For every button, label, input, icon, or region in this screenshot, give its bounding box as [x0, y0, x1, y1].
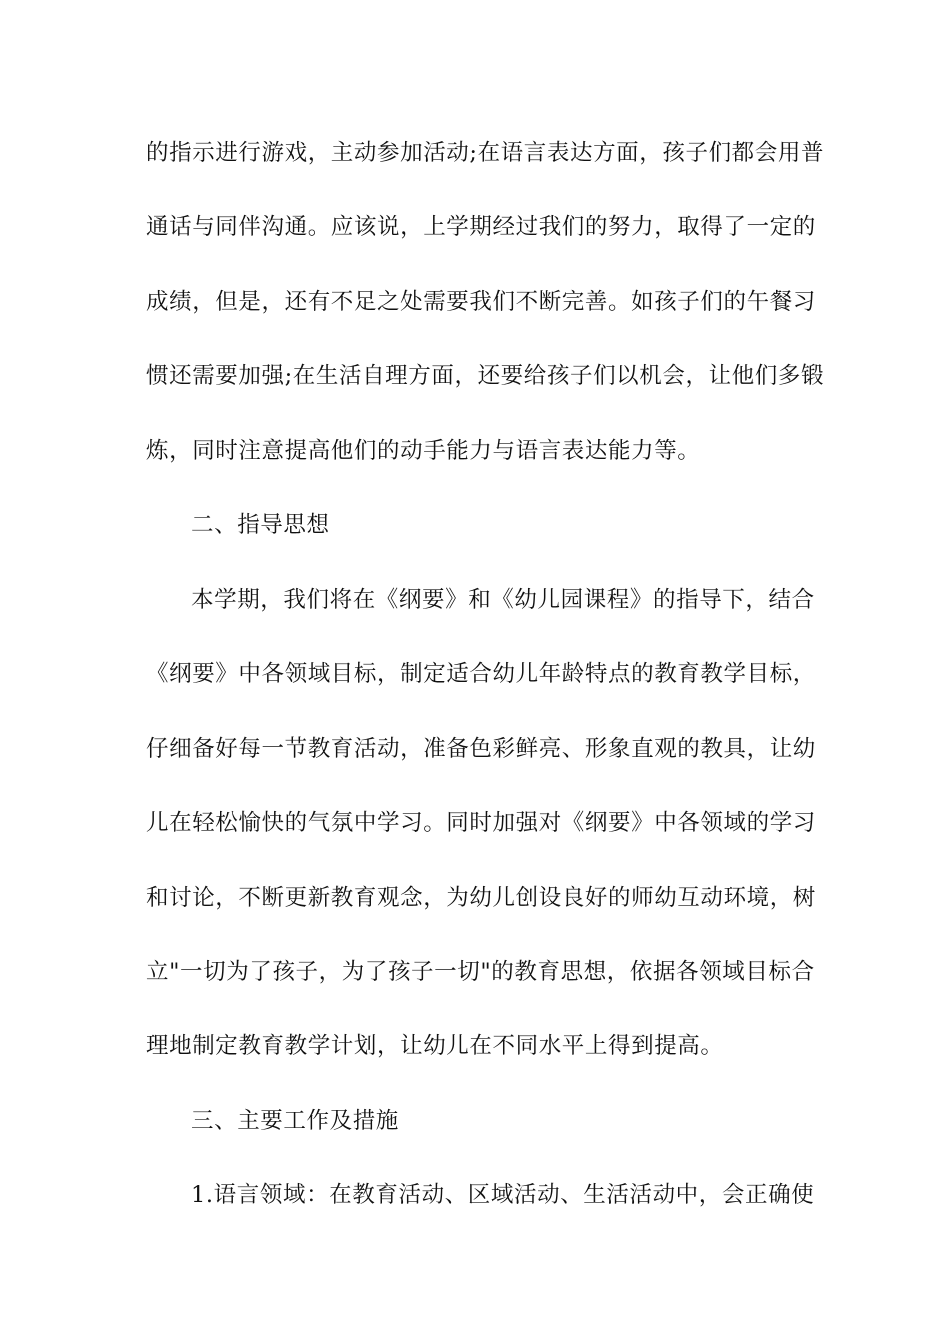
paragraph-line: 成绩，但是，还有不足之处需要我们不断完善。如孩子们的午餐习	[146, 289, 816, 315]
paragraph-line: 理地制定教育教学计划，让幼儿在不同水平上得到提高。	[146, 1033, 724, 1059]
paragraph-line: 惯还需要加强;在生活自理方面，还要给孩子们以机会，让他们多锻	[146, 363, 825, 389]
section-heading: 二、指导思想	[191, 512, 330, 538]
paragraph-line: 仔细备好每一节教育活动，准备色彩鲜亮、形象直观的教具，让幼	[146, 736, 816, 762]
paragraph-line: 的指示进行游戏，主动参加活动;在语言表达方面，孩子们都会用普	[146, 140, 825, 166]
paragraph-line: 通话与同伴沟通。应该说，上学期经过我们的努力，取得了一定的	[146, 214, 816, 240]
paragraph-line: 本学期，我们将在《纲要》和《幼儿园课程》的指导下，结合	[191, 587, 815, 613]
section-heading: 三、主要工作及措施	[191, 1108, 399, 1134]
paragraph-line: 立"一切为了孩子，为了孩子一切"的教育思想，依据各领域目标合	[146, 959, 815, 985]
paragraph-line: 炼，同时注意提高他们的动手能力与语言表达能力等。	[146, 438, 701, 464]
paragraph-line: 《纲要》中各领域目标，制定适合幼儿年龄特点的教育教学目标，	[146, 661, 816, 687]
paragraph-line: 和讨论，不断更新教育观念，为幼儿创设良好的师幼互动环境，树	[146, 885, 816, 911]
paragraph-line: 儿在轻松愉快的气氛中学习。同时加强对《纲要》中各领域的学习	[146, 810, 816, 836]
paragraph-line: 1.语言领域：在教育活动、区域活动、生活活动中，会正确使	[191, 1182, 815, 1208]
